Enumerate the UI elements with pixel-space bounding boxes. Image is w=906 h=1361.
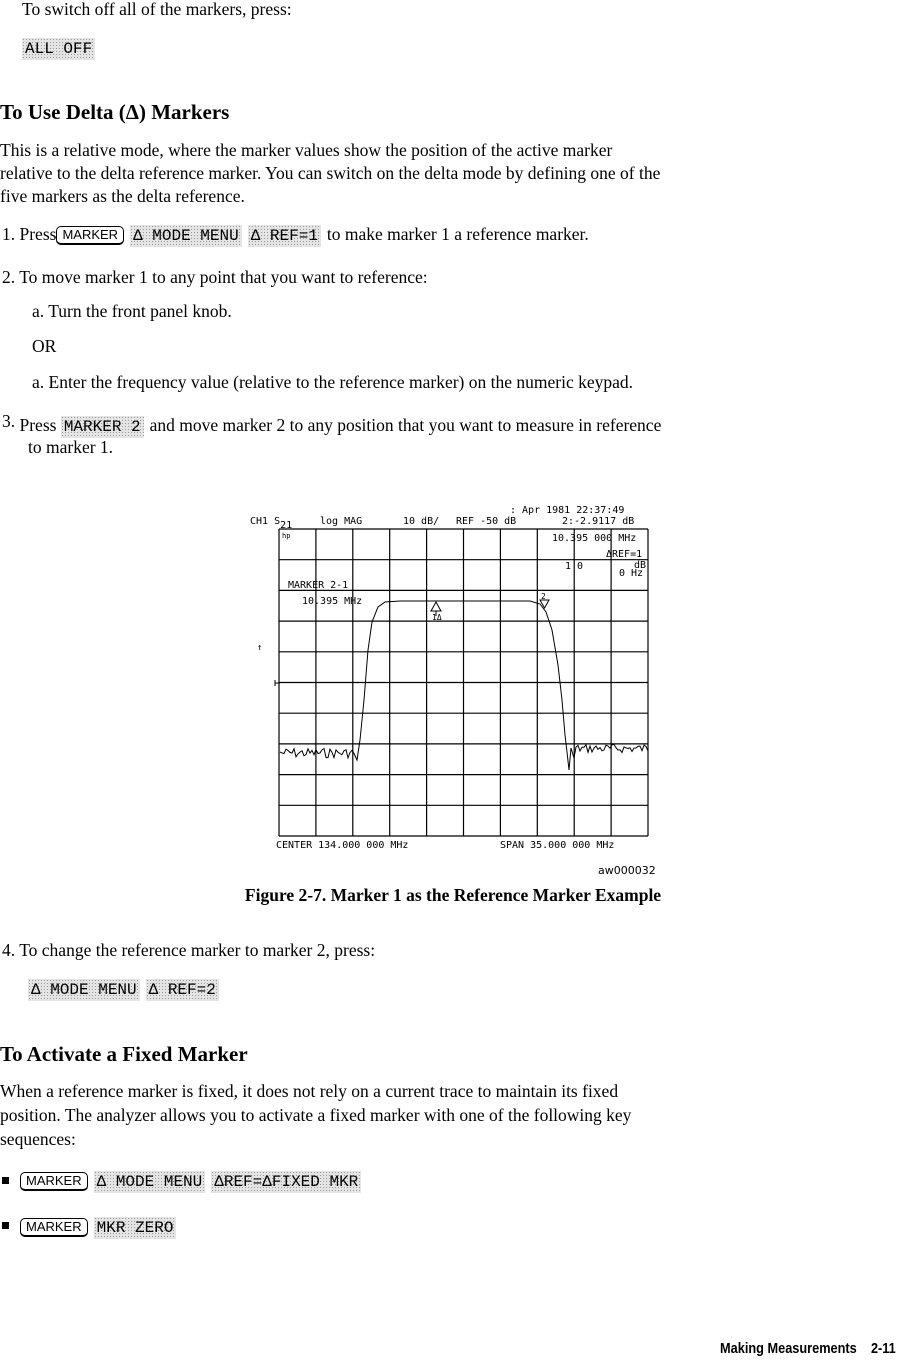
or-text: OR	[32, 336, 57, 356]
marker-hardkey: MARKER	[20, 1172, 88, 1191]
bullet-icon	[2, 1177, 9, 1184]
delta-ref-fixed-mkr-softkey: ΔREF=ΔFIXED MKR	[211, 1171, 361, 1193]
key-sequence-2	[20, 1215, 182, 1239]
step-2a-knob: a. Turn the front panel knob.	[32, 301, 232, 321]
step-number: 2.	[2, 267, 16, 287]
para-line: five markers as the delta reference.	[0, 186, 245, 206]
delta-ref-1-softkey: Δ REF=1	[248, 225, 321, 247]
mkr-zero-softkey: MKR ZERO	[94, 1217, 177, 1239]
figure-ref-values: 1 0	[565, 561, 584, 572]
figure-id: aw000032	[598, 864, 656, 877]
page-footer	[720, 1340, 896, 1357]
delta-mode-menu-softkey: Δ MODE MENU	[130, 225, 242, 247]
step-text: To move marker 1 to any point that you want to reference:	[19, 267, 428, 287]
delta-mode-menu-softkey: Δ MODE MENU	[94, 1171, 206, 1193]
figure-date: : Apr 1981 22:37:49	[510, 505, 625, 516]
step-text: Press	[19, 415, 57, 435]
intro-text: To switch off all of the markers, press:	[22, 0, 292, 19]
all-off-softkey: ALL OFF	[22, 38, 95, 60]
step-2a-keypad: a. Enter the frequency value (relative to the reference marker) on the numeric keypad.	[32, 372, 634, 392]
delta-mode-menu-softkey: Δ MODE MENU	[28, 979, 140, 1001]
marker-2-softkey: MARKER 2	[61, 416, 144, 438]
marker-2-icon	[540, 600, 549, 608]
step-text: and move marker 2 to any position that you want to measure in reference	[149, 415, 662, 435]
figure-marker-label: MARKER 2-1	[288, 580, 349, 591]
figure-ref: REF -50 dB	[456, 516, 517, 527]
marker-2-label: 2	[541, 592, 546, 601]
marker-hardkey: MARKER	[20, 1218, 88, 1237]
para-line: When a reference marker is fixed, it does not rely on a current trace to maintain its fixed	[0, 1081, 619, 1101]
page-number: 2-11	[871, 1340, 896, 1357]
step-number: 4.	[2, 940, 16, 960]
figure-caption: Figure 2-7. Marker 1 as the Reference Marker Example	[244, 885, 662, 905]
figure-freq: 10.395 000 MHz	[552, 533, 637, 544]
para-line: relative to the delta reference marker. You can switch on the delta mode by defining one of the	[0, 163, 661, 183]
para-line: position. The analyzer allows you to activate a fixed marker with one of the following key	[0, 1105, 632, 1125]
hp-logo: hp	[282, 532, 291, 540]
marker-hardkey: MARKER	[56, 226, 124, 245]
graticule	[279, 529, 648, 836]
figure-span: SPAN 35.000 000 MHz	[500, 840, 615, 851]
para-line: sequences:	[0, 1129, 76, 1149]
section-heading-fixed-marker: To Activate a Fixed Marker	[0, 1042, 248, 1066]
key-sequence-1	[20, 1169, 367, 1193]
figure-scale: 10 dB/	[403, 516, 440, 527]
figure-format: log MAG	[320, 516, 363, 527]
step-text: to make marker 1 a reference marker.	[326, 224, 589, 244]
delta-ref-2-softkey: Δ REF=2	[146, 979, 219, 1001]
figure-ref-unit-db: dB	[634, 560, 647, 571]
ref-position-arrow-icon: ↑	[257, 643, 263, 653]
figure-channel: CH1 S21	[250, 516, 293, 531]
figure-marker-freq: 10.395 MHz	[302, 596, 363, 607]
step-number: 1.	[2, 224, 16, 244]
figure-center: CENTER 134.000 000 MHz	[276, 840, 409, 851]
section-heading-delta: To Use Delta (Δ) Markers	[0, 100, 230, 124]
step-number: 3.	[2, 411, 16, 431]
footer-section: Making Measurements	[720, 1340, 858, 1357]
marker-1-label: 1Δ	[432, 613, 442, 622]
bullet-icon	[2, 1222, 9, 1229]
figure-delta-ref: ΔREF=1	[606, 549, 643, 560]
step-text: To change the reference marker to marker 2, press:	[19, 940, 376, 960]
step-text: Press	[19, 224, 57, 244]
figure-marker-value: 2:-2.9117 dB	[562, 516, 635, 527]
para-line: This is a relative mode, where the marker values show the position of the active marker	[0, 140, 613, 160]
step-3-line2: to marker 1.	[28, 437, 114, 457]
step-4	[2, 939, 375, 961]
figure-ref-unit-hz: 0 Hz	[619, 568, 644, 579]
